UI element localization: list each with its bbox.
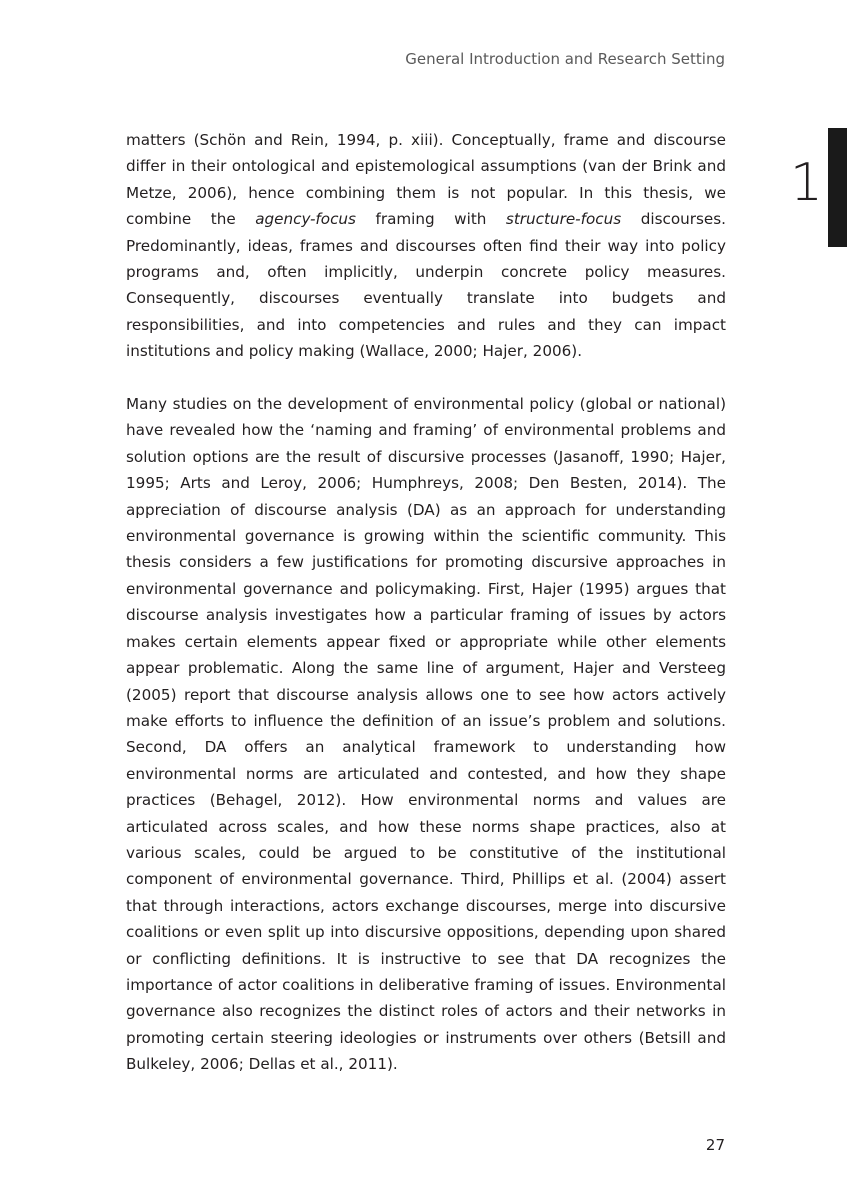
page-number: 27: [705, 1136, 725, 1154]
running-header: General Introduction and Research Setting: [405, 50, 725, 68]
agency-focus-term: agency-focus: [255, 210, 356, 229]
paragraph-1-part-1: matters (Schön and Rein, 1994, p. xiii). Conceptually, frame and discourse differ in their ontological and epistemological assumptions (van der Brink and Metze, 2006), hence combining them is not popular. In this thesis, we combine the: [126, 131, 726, 229]
chapter-tab: [828, 128, 847, 247]
body-text: [126, 127, 726, 1078]
paragraph-1-part-3: discourses. Predominantly, ideas, frames and discourses often find their way into policy programs and, often implicitly, underpin concrete policy measures. Consequently, discourses eventually translate into budgets and responsibilities, and into competencies and rules and they can impact institutions and policy making (Wallace, 2000; Hajer, 2006).: [126, 210, 726, 361]
paragraph-2: Many studies on the development of environmental policy (global or national) have revealed how the ‘naming and framing’ of environmental problems and solution options are the result of discursive processes (Jasanoff, 1990; Hajer, 1995; Arts and Leroy, 2006; Humphreys, 2008; Den Besten, 2014). The appreciation of discourse analysis (DA) as an approach for understanding environmental governance is growing within the scientific community. This thesis considers a few justifications for promoting discursive approaches in environmental governance and policymaking. First, Hajer (1995) argues that discourse analysis investigates how a particular framing of issues by actors makes certain elements appear fixed or appropriate while other elements appear problematic. Along the same line of argument, Hajer and Versteeg (2005) report that discourse analysis allows one to see how actors actively make efforts to influence the definition of an issue’s problem and solutions. Second, DA offers an analytical framework to understanding how environmental norms are articulated and contested, and how they shape practices (Behagel, 2012). How environmental norms and values are articulated across scales, and how these norms shape practices, also at various scales, could be argued to be constitutive of the institutional component of environmental governance. Third, Phillips et al. (2004) assert that through interactions, actors exchange discourses, merge into discursive coalitions or even split up into discursive oppositions, depending upon shared or conflicting definitions. It is instructive to see that DA recognizes the importance of actor coalitions in deliberative framing of issues. Environmental governance also recognizes the distinct roles of actors and their networks in promoting certain steering ideologies or instruments over others (Betsill and Bulkeley, 2006; Dellas et al., 2011).: [126, 395, 726, 1074]
paragraph-1-part-2: framing with: [355, 210, 506, 229]
paragraph-1: [126, 127, 726, 365]
chapter-number: 1: [789, 153, 823, 213]
structure-focus-term: structure-focus: [505, 210, 622, 229]
